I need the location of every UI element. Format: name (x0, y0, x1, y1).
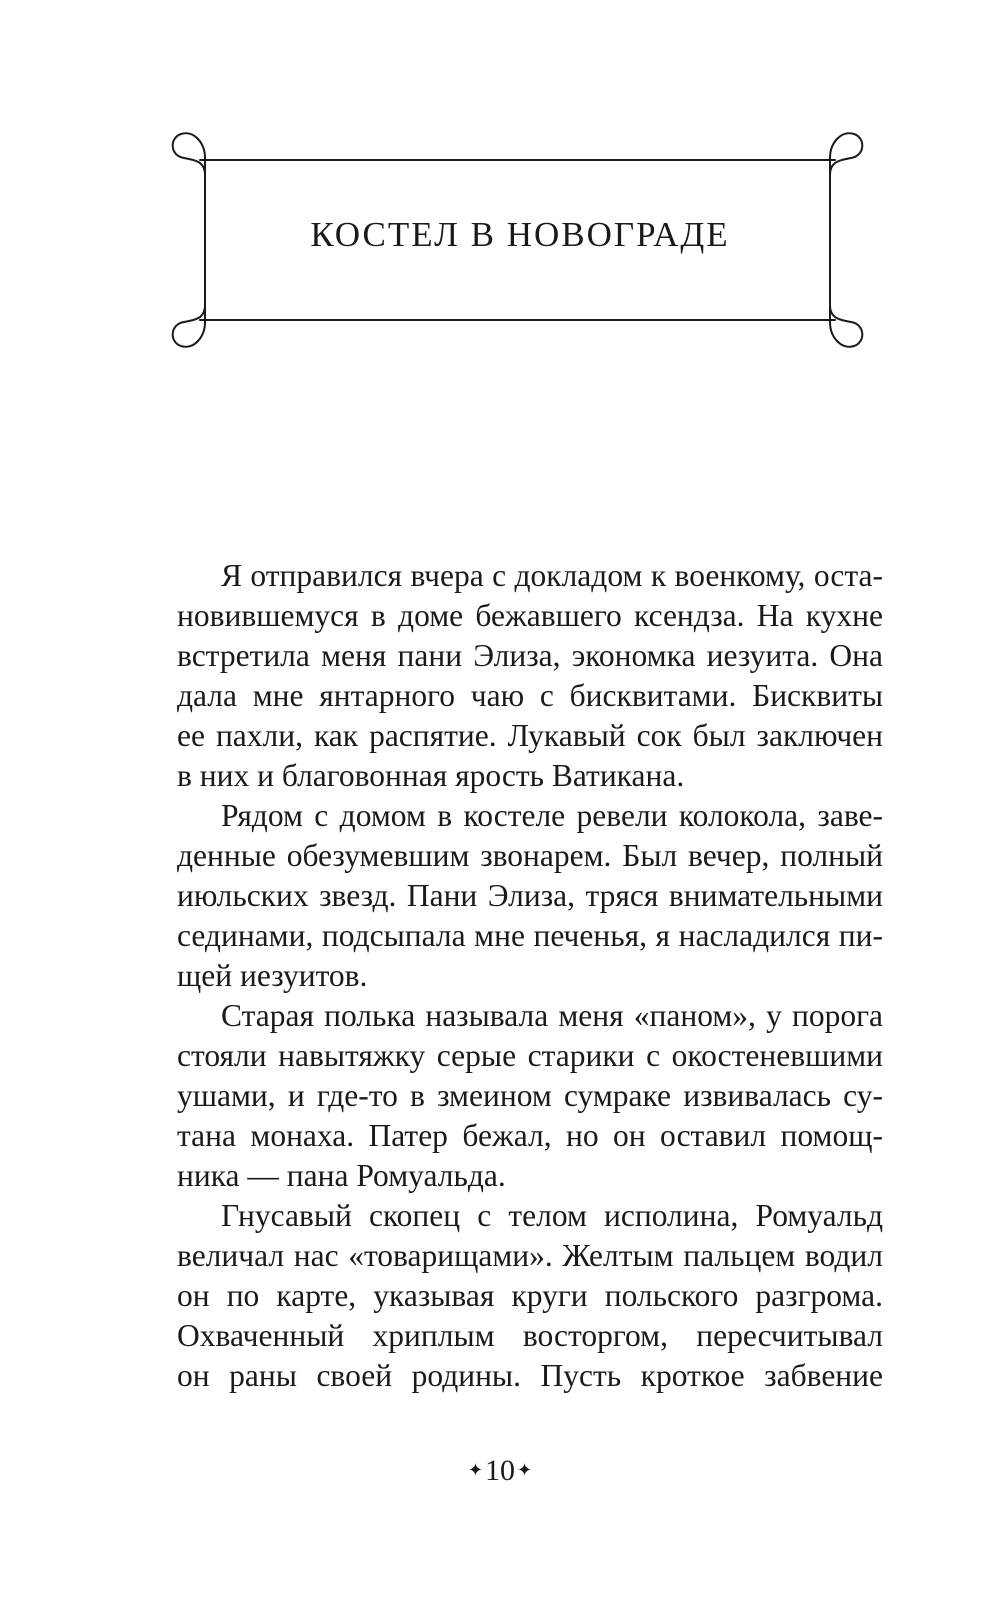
text-line: дала мне янтарного чаю с бисквитами. Бисквиты (177, 678, 883, 713)
text-line: ушами, и где-то в змеином сумраке извивалась су- (177, 1078, 883, 1113)
paragraph (177, 796, 883, 996)
text-line: ее пахли, как распятие. Лукавый сок был заключен (177, 718, 883, 753)
chapter-title-frame (0, 0, 1000, 400)
text-line: ника — пана Ромуальда. (177, 1158, 506, 1193)
text-line: Старая полька называла меня «паном», у порога (221, 998, 883, 1033)
paragraph (177, 1196, 883, 1396)
text-line: Охваченный хриплым восторгом, пересчитывал (177, 1318, 883, 1353)
text-line: он по карте, указывая круги польского разгрома. (177, 1278, 883, 1313)
text-line: Гнусавый скопец с телом исполина, Ромуальд (221, 1198, 883, 1233)
text-line: Рядом с домом в костеле ревели колокола, заве- (221, 798, 883, 833)
ornament-star-icon: ✦ (517, 1460, 533, 1480)
ornament-star-icon: ✦ (467, 1460, 483, 1480)
text-line: денные обезумевшим звонарем. Был вечер, полный (177, 838, 883, 873)
text-line: в них и благовонная ярость Ватикана. (177, 758, 685, 793)
text-line: величал нас «товарищами». Желтым пальцем водил (177, 1238, 883, 1273)
text-line: тана монаха. Патер бежал, но он оставил помощ- (177, 1118, 883, 1153)
text-line: Я отправился вчера с докладом к военкому, оста- (221, 558, 883, 593)
text-line: он раны своей родины. Пусть кроткое забвение (177, 1358, 883, 1393)
text-line: щей иезуитов. (177, 958, 368, 993)
text-line: сединами, подсыпала мне печенья, я насладился пи- (177, 918, 883, 953)
text-line: встретила меня пани Элиза, экономка иезуита. Она (177, 638, 883, 673)
text-line: июльских звезд. Пани Элиза, тряся внимательными (177, 878, 883, 913)
chapter-title: КОСТЕЛ В НОВОГРАДЕ (310, 215, 730, 254)
text-line: новившемуся в доме бежавшего ксендза. На кухне (177, 598, 883, 633)
paragraph (177, 556, 883, 796)
text-line: стояли навытяжку серые старики с окостеневшими (177, 1038, 883, 1073)
page-number (0, 1452, 1000, 1489)
chapter-body (177, 556, 883, 1396)
paragraph (177, 996, 883, 1196)
page-number-value: 10 (485, 1454, 515, 1487)
